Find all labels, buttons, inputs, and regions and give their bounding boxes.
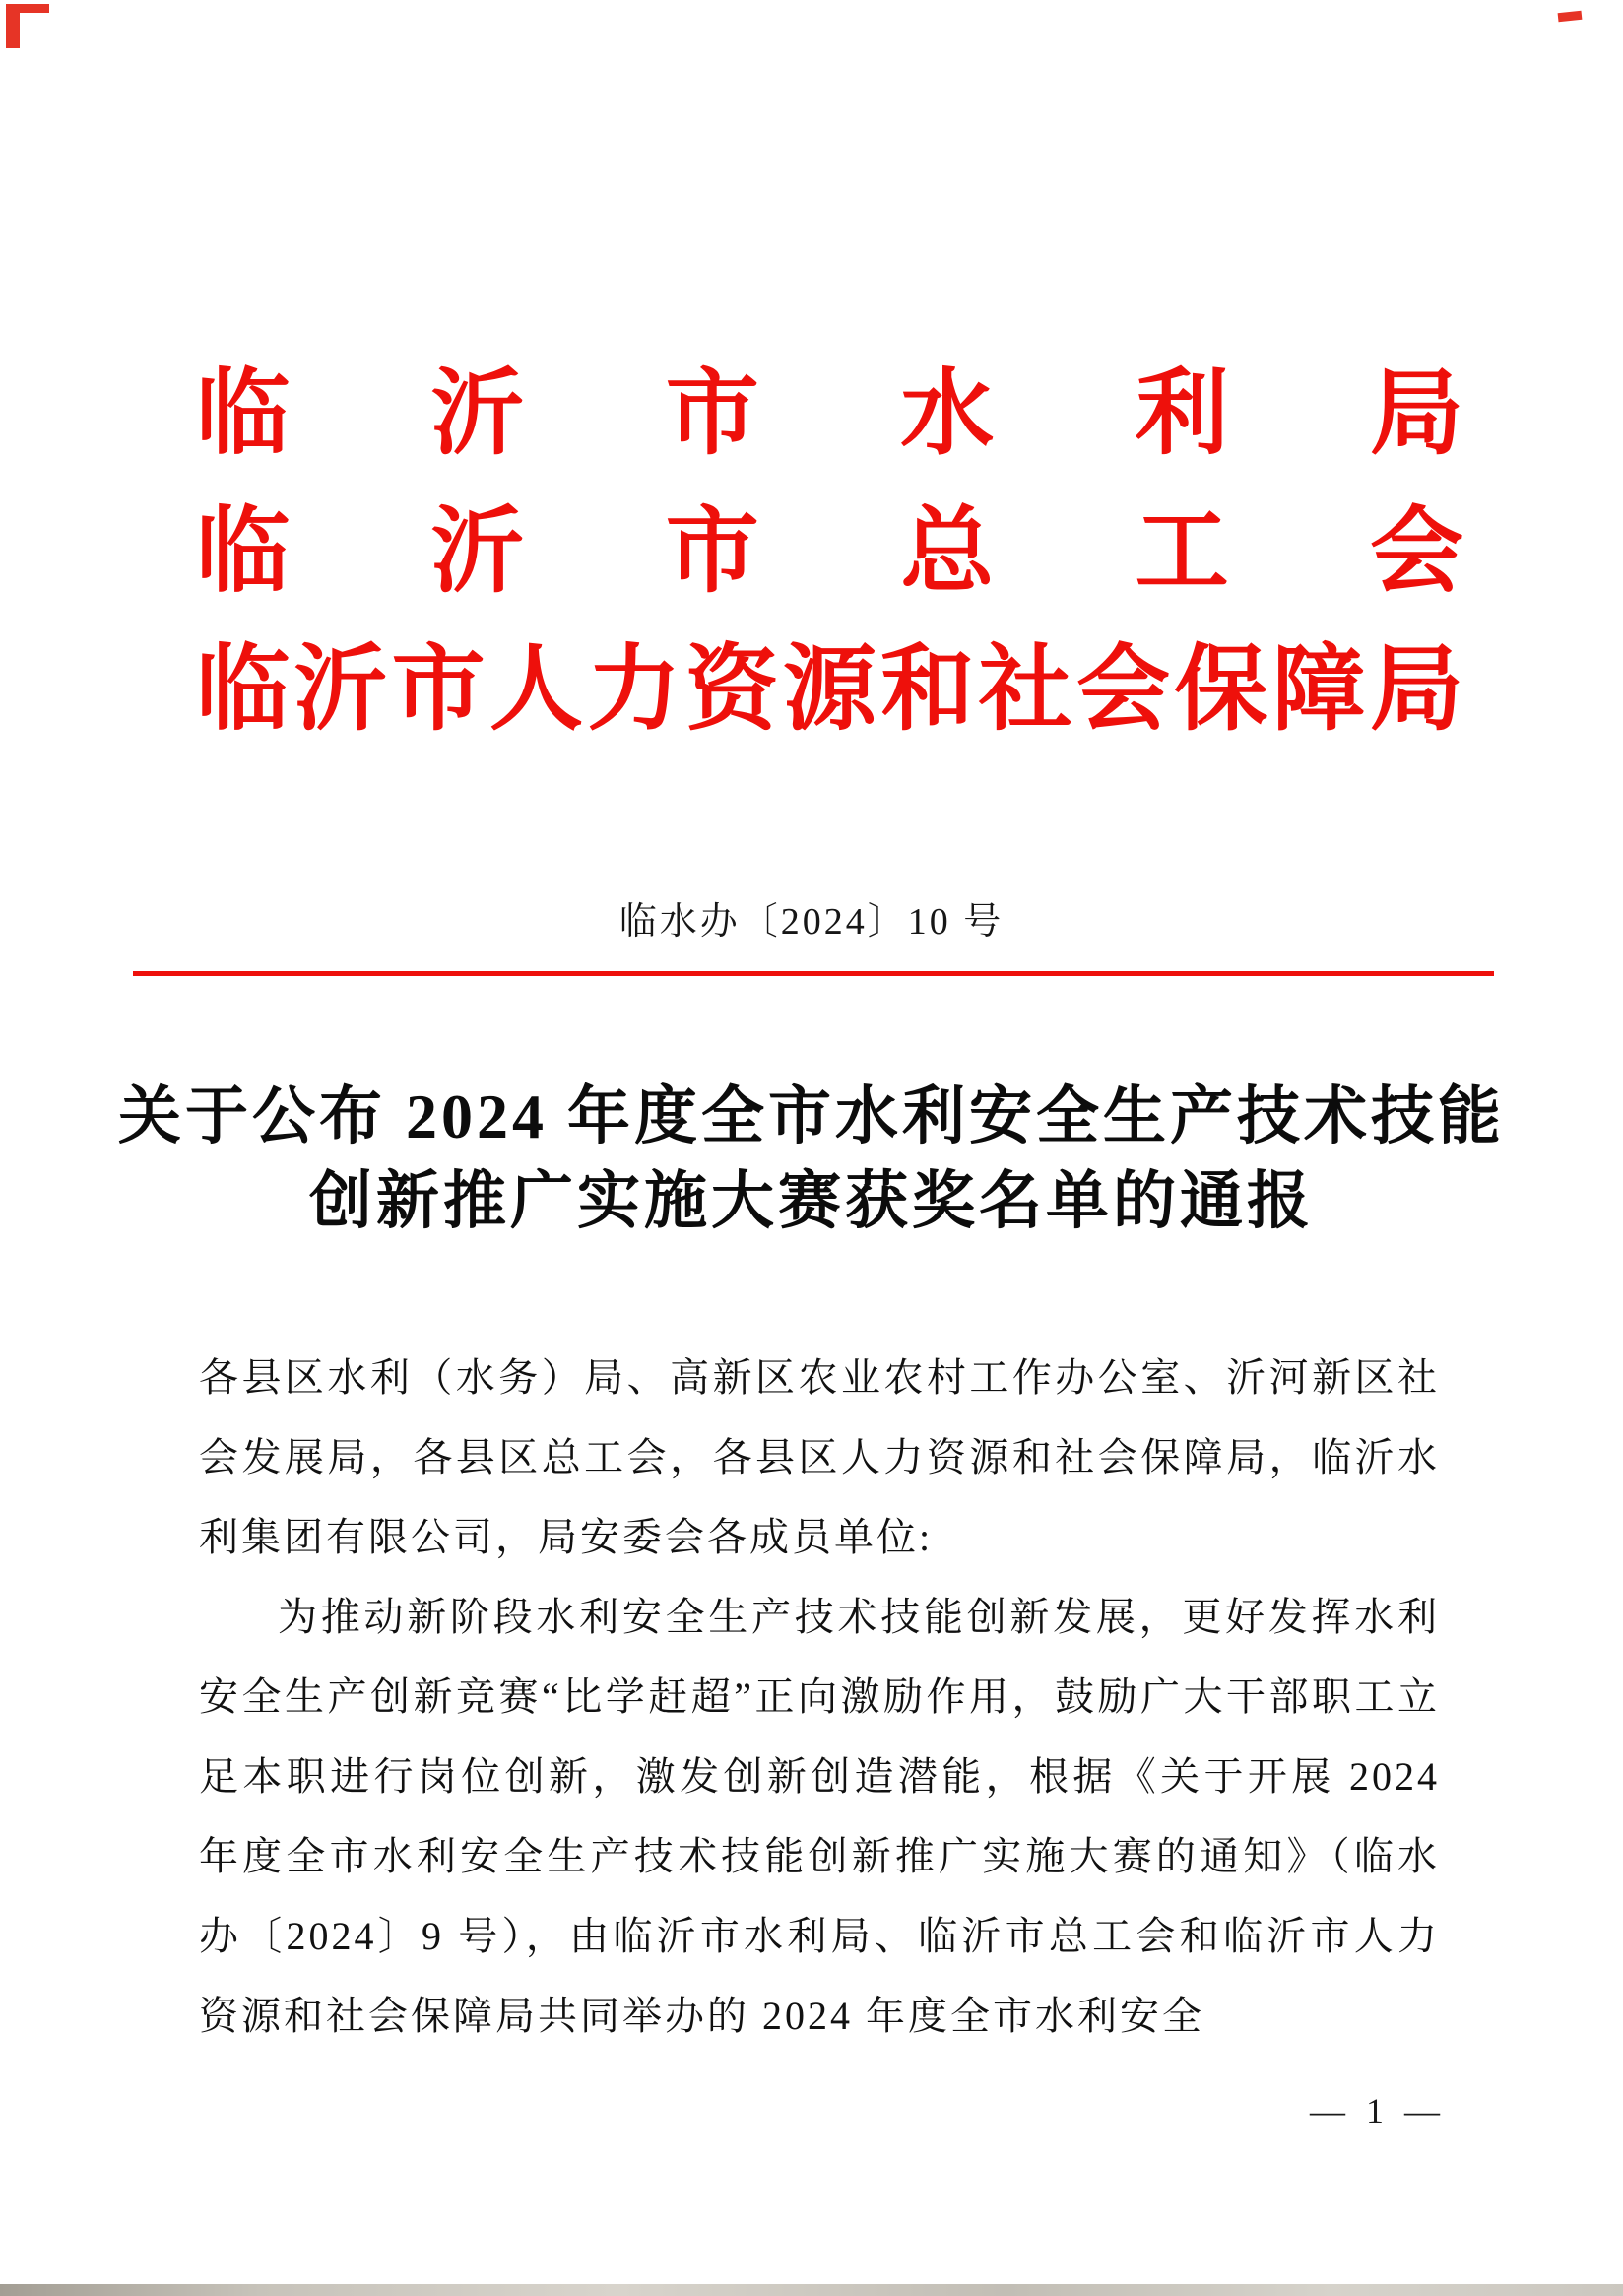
agency-name-line: 临沂市水利局	[196, 361, 1463, 466]
document-title	[79, 1075, 1544, 1244]
body-paragraph-main: 为推动新阶段水利安全生产技术技能创新发展，更好发挥水利安全生产创新竞赛“比学赶超”正向激励作用，鼓励广大干部职工立足本职进行岗位创新，激发创新创造潜能，根据《关于开展 2024 年度全市水利安全生产技术技能创新推广实施大赛的通知》（临水办〔2024〕9 号），由临沂市水利局、临沂市总工会和临沂市人力资源和社会保障局共同举办的 2024 年度全市水利安全	[199, 1595, 1440, 2038]
scan-artifact-icon	[6, 4, 49, 48]
agency-name-line: 临沂市人力资源和社会保障局	[196, 637, 1463, 742]
agency-name-line: 临沂市总工会	[196, 499, 1463, 604]
red-separator-rule	[133, 971, 1494, 976]
document-body	[0, 1338, 1623, 2056]
body-paragraph-addressees: 各县区水利（水务）局、高新区农业农村工作办公室、沂河新区社会发展局，各县区总工会，各县区人力资源和社会保障局，临沂水利集团有限公司，局安委会各成员单位:	[199, 1355, 1440, 1559]
document-number: 临水办〔2024〕10 号	[618, 901, 1005, 943]
scan-bottom-edge	[0, 2284, 1623, 2296]
page-number: — 1 —	[1310, 2091, 1446, 2131]
document-title-line: 关于公布 2024 年度全市水利安全生产技术技能	[118, 1082, 1505, 1151]
document-title-line: 创新推广实施大赛获奖名单的通报	[309, 1166, 1314, 1236]
red-letterhead	[0, 0, 1623, 758]
